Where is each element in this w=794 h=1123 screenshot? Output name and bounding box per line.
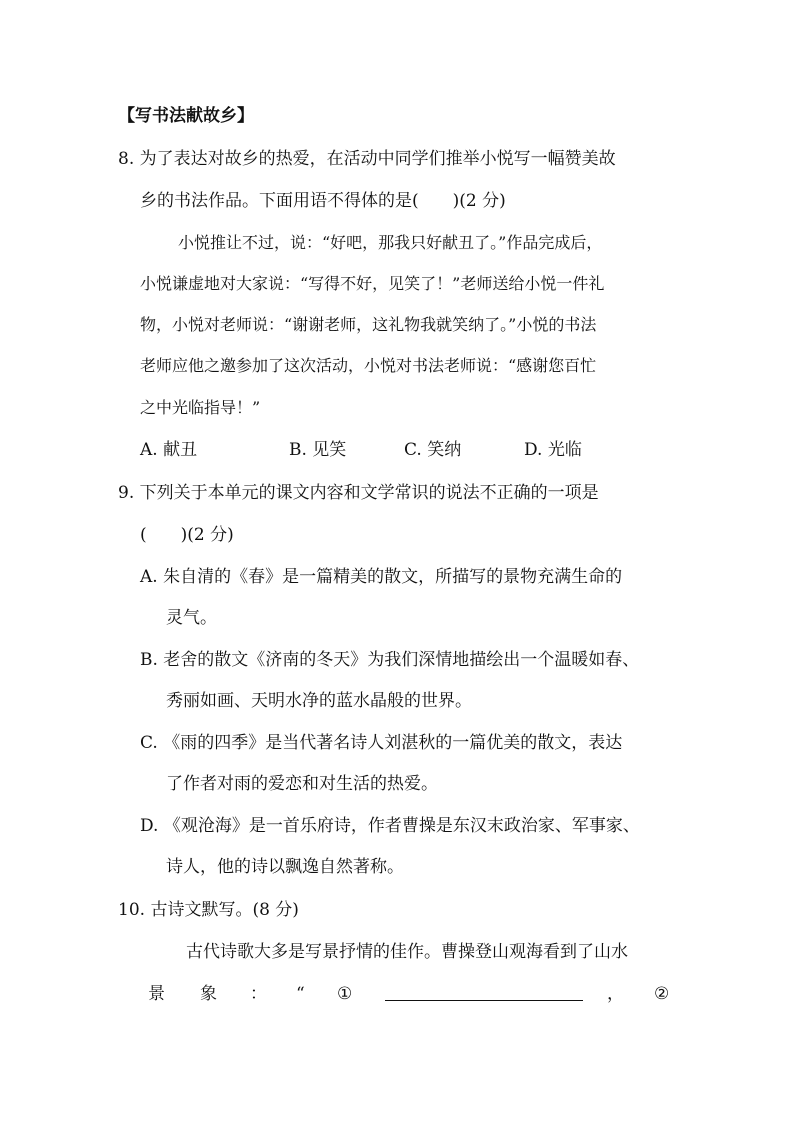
q9-stem-line1: 9. 下列关于本单元的课文内容和文学常识的说法不正确的一项是	[118, 483, 599, 503]
q9-option-b-line1: B. 老舍的散文《济南的冬天》为我们深情地描绘出一个温暖如春、	[140, 650, 640, 670]
q9-option-d-line2: 诗人，他的诗以飘逸自然著称。	[166, 857, 404, 877]
q10-char: 象	[200, 984, 217, 1004]
section-title: 【写书法献故乡】	[118, 106, 254, 126]
q10-char: “	[296, 984, 305, 1004]
q8-option-c: C. 笑纳	[404, 440, 462, 460]
q10-blank-marker-2: ②	[654, 984, 670, 1004]
q8-passage-line3: 物，小悦对老师说：“谢谢老师，这礼物我就笑纳了。”小悦的书法	[140, 315, 597, 334]
q9-option-c-line1: C. 《雨的四季》是当代著名诗人刘湛秋的一篇优美的散文，表达	[140, 733, 623, 753]
q10-stem: 10. 古诗文默写。(8 分)	[118, 900, 299, 920]
q10-char: ，	[607, 984, 624, 1004]
q8-stem-line2: 乡的书法作品。下面用语不得体的是( )(2 分)	[140, 191, 506, 211]
q9-option-d-line1: D. 《观沧海》是一首乐府诗，作者曹操是东汉末政治家、军事家、	[140, 816, 640, 836]
q8-stem-line1: 8. 为了表达对故乡的热爱，在活动中同学们推举小悦写一幅赞美故	[118, 149, 616, 169]
q10-answer-blank-1[interactable]	[385, 1000, 583, 1001]
q9-option-c-line2: 了作者对雨的爱恋和对生活的热爱。	[166, 774, 438, 794]
q9-option-b-line2: 秀丽如画、天明水净的蓝水晶般的世界。	[166, 691, 472, 711]
q8-option-d: D. 光临	[524, 440, 582, 460]
q9-stem-line2: ( )(2 分)	[140, 525, 234, 545]
q8-passage-line4: 老师应他之邀参加了这次活动，小悦对书法老师说：“感谢您百忙	[140, 356, 597, 375]
q9-option-a-line1: A. 朱自清的《春》是一篇精美的散文，所描写的景物充满生命的	[140, 567, 623, 587]
q10-blank-marker-1: ①	[337, 984, 353, 1004]
q8-passage-line5: 之中光临指导！”	[140, 398, 261, 417]
q8-passage-line1: 小悦推让不过，说：“好吧，那我只好献丑了。”作品完成后，	[178, 233, 603, 252]
q8-option-a: A. 献丑	[140, 440, 198, 460]
q10-char: ：	[250, 984, 267, 1004]
q10-passage-line1: 古代诗歌大多是写景抒情的佳作。曹操登山观海看到了山水	[186, 942, 628, 962]
q10-char: 景	[148, 984, 165, 1004]
q9-option-a-line2: 灵气。	[166, 608, 217, 628]
q8-passage-line2: 小悦谦虚地对大家说：“写得不好，见笑了！”老师送给小悦一件礼	[140, 274, 605, 293]
q8-option-b: B. 见笑	[289, 440, 347, 460]
